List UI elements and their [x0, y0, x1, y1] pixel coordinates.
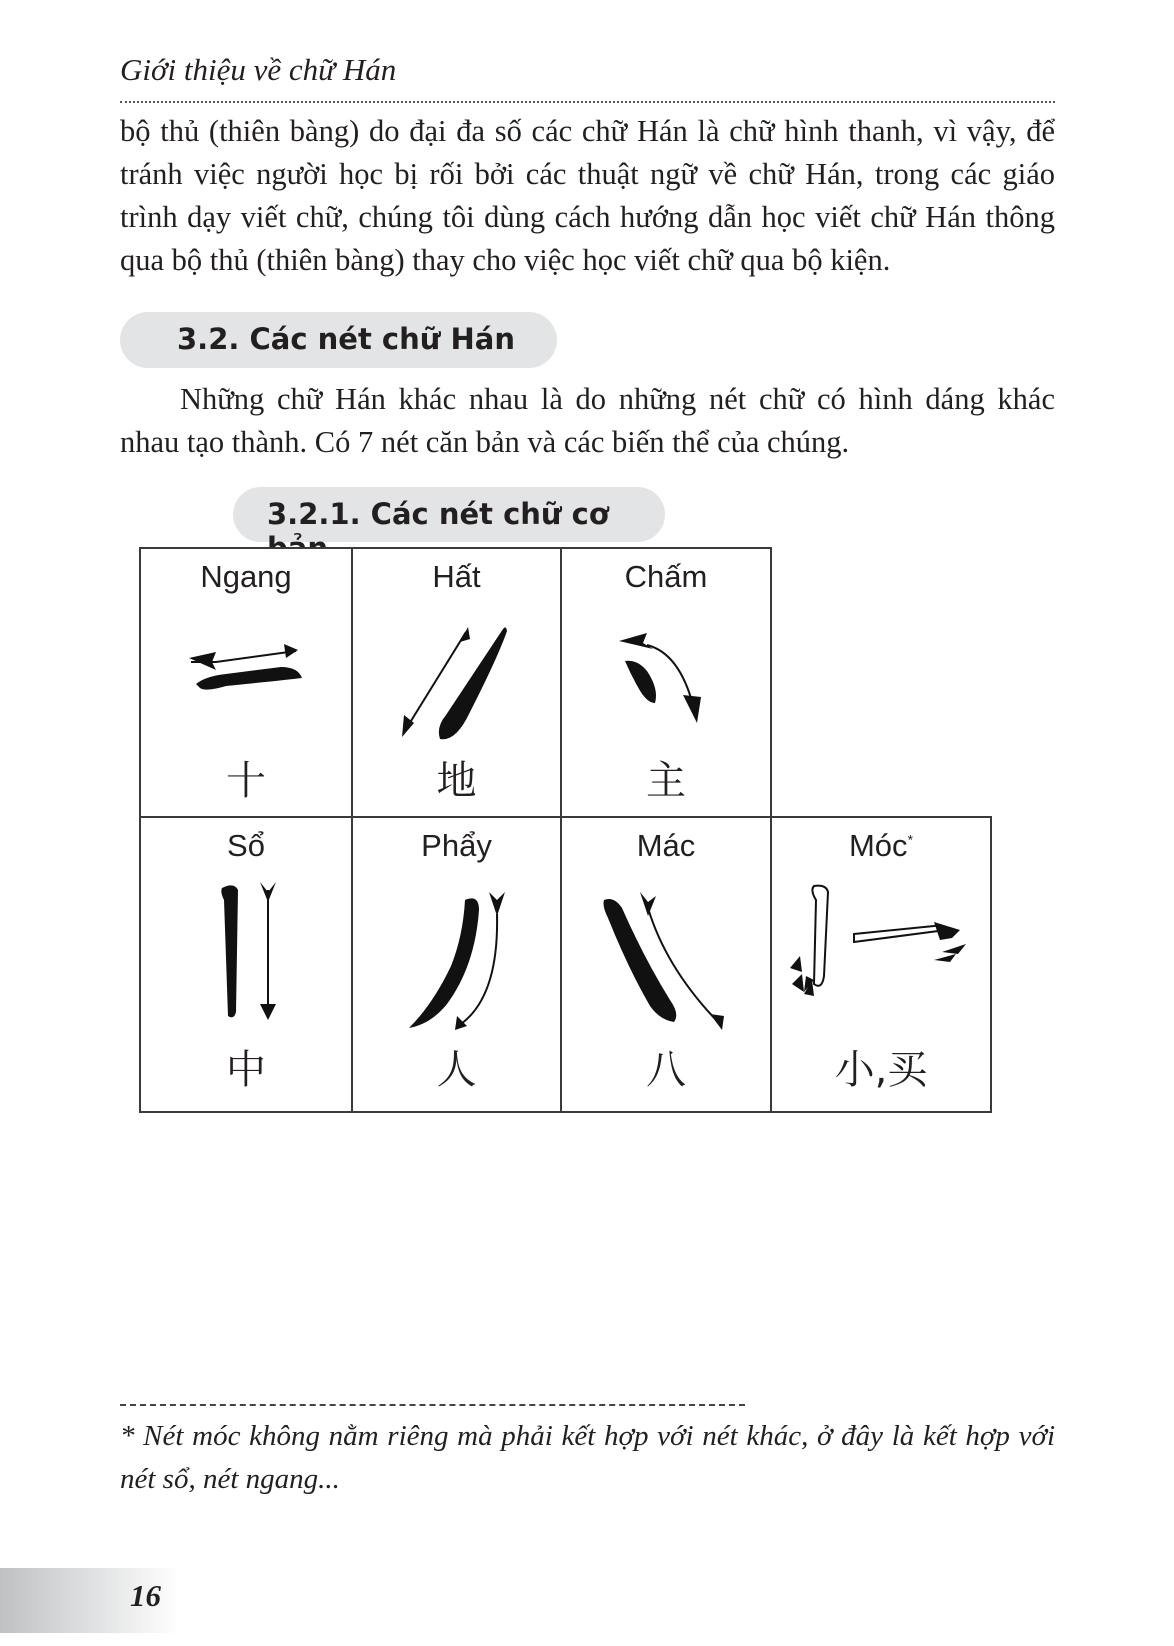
stroke-example-char: 小,买: [834, 1047, 928, 1093]
stroke-label: Ngang: [200, 559, 292, 594]
stroke-label: Mác: [636, 828, 696, 863]
stroke-cell-cham: [560, 547, 772, 818]
stroke-label: Hất: [432, 559, 481, 594]
stroke-example-char: 地: [436, 758, 477, 804]
paragraph-intro: bộ thủ (thiên bàng) do đại đa số các chữ Hán là chữ hình thanh, vì vậy, để tránh việc người học bị rối bởi các thuật ngữ về chữ Hán, trong các giáo trình dạy viết chữ, chúng tôi dùng cách hướng dẫn học viết chữ Hán thông qua bộ thủ (thiên bàng) thay cho việc học viết chữ qua bộ kiện.: [120, 114, 1055, 277]
cham-stroke-icon: [617, 631, 717, 731]
subsection-heading: [233, 487, 665, 542]
section-heading-text: 3.2. Các nét chữ Hán: [177, 322, 515, 356]
paragraph-strokes: Những chữ Hán khác nhau là do những nét chữ có hình dáng khác nhau tạo thành. Có 7 nét căn bản và các biến thể của chúng.: [120, 382, 1055, 459]
stroke-example-char: 十: [226, 758, 266, 804]
footnote: * Nét móc không nằm riêng mà phải kết hợp với nét khác, ở đây là kết hợp với nét sổ, nét ngang...: [120, 1420, 1055, 1495]
stroke-label: Chấm: [624, 559, 708, 594]
stroke-label: Phẩy: [421, 828, 492, 863]
stroke-example-char: 中: [226, 1047, 266, 1093]
stroke-example-char: 人: [436, 1047, 477, 1093]
section-heading: [120, 312, 557, 368]
stroke-cell-hat: [351, 547, 562, 818]
footnote-rule: [120, 1404, 745, 1406]
moc-stroke-icon: [784, 880, 984, 1030]
ngang-stroke-icon: [186, 634, 316, 704]
hat-stroke-icon: [398, 617, 528, 747]
stroke-label-wrap: [772, 828, 990, 864]
stroke-cell-so: [139, 816, 353, 1113]
stroke-label: Móc: [848, 828, 908, 863]
subsection-heading-text: 3.2.1. Các nét chữ cơ: [267, 497, 609, 531]
stroke-cell-mac: [560, 816, 772, 1113]
stroke-example-char: 主: [646, 758, 686, 804]
so-stroke-icon: [216, 880, 286, 1030]
stroke-cell-ngang: [139, 547, 353, 818]
footnote-marker: *: [907, 831, 914, 848]
stroke-cell-moc: [770, 816, 992, 1113]
mac-stroke-icon: [592, 888, 742, 1038]
stroke-label: Sổ: [227, 828, 265, 863]
phay-stroke-icon: [403, 886, 513, 1036]
header-rule: [120, 101, 1055, 103]
running-title: Giới thiệu về chữ Hán: [120, 52, 397, 87]
page-number: 16: [130, 1578, 161, 1613]
stroke-cell-phay: [351, 816, 562, 1113]
stroke-example-char: 八: [646, 1047, 686, 1093]
